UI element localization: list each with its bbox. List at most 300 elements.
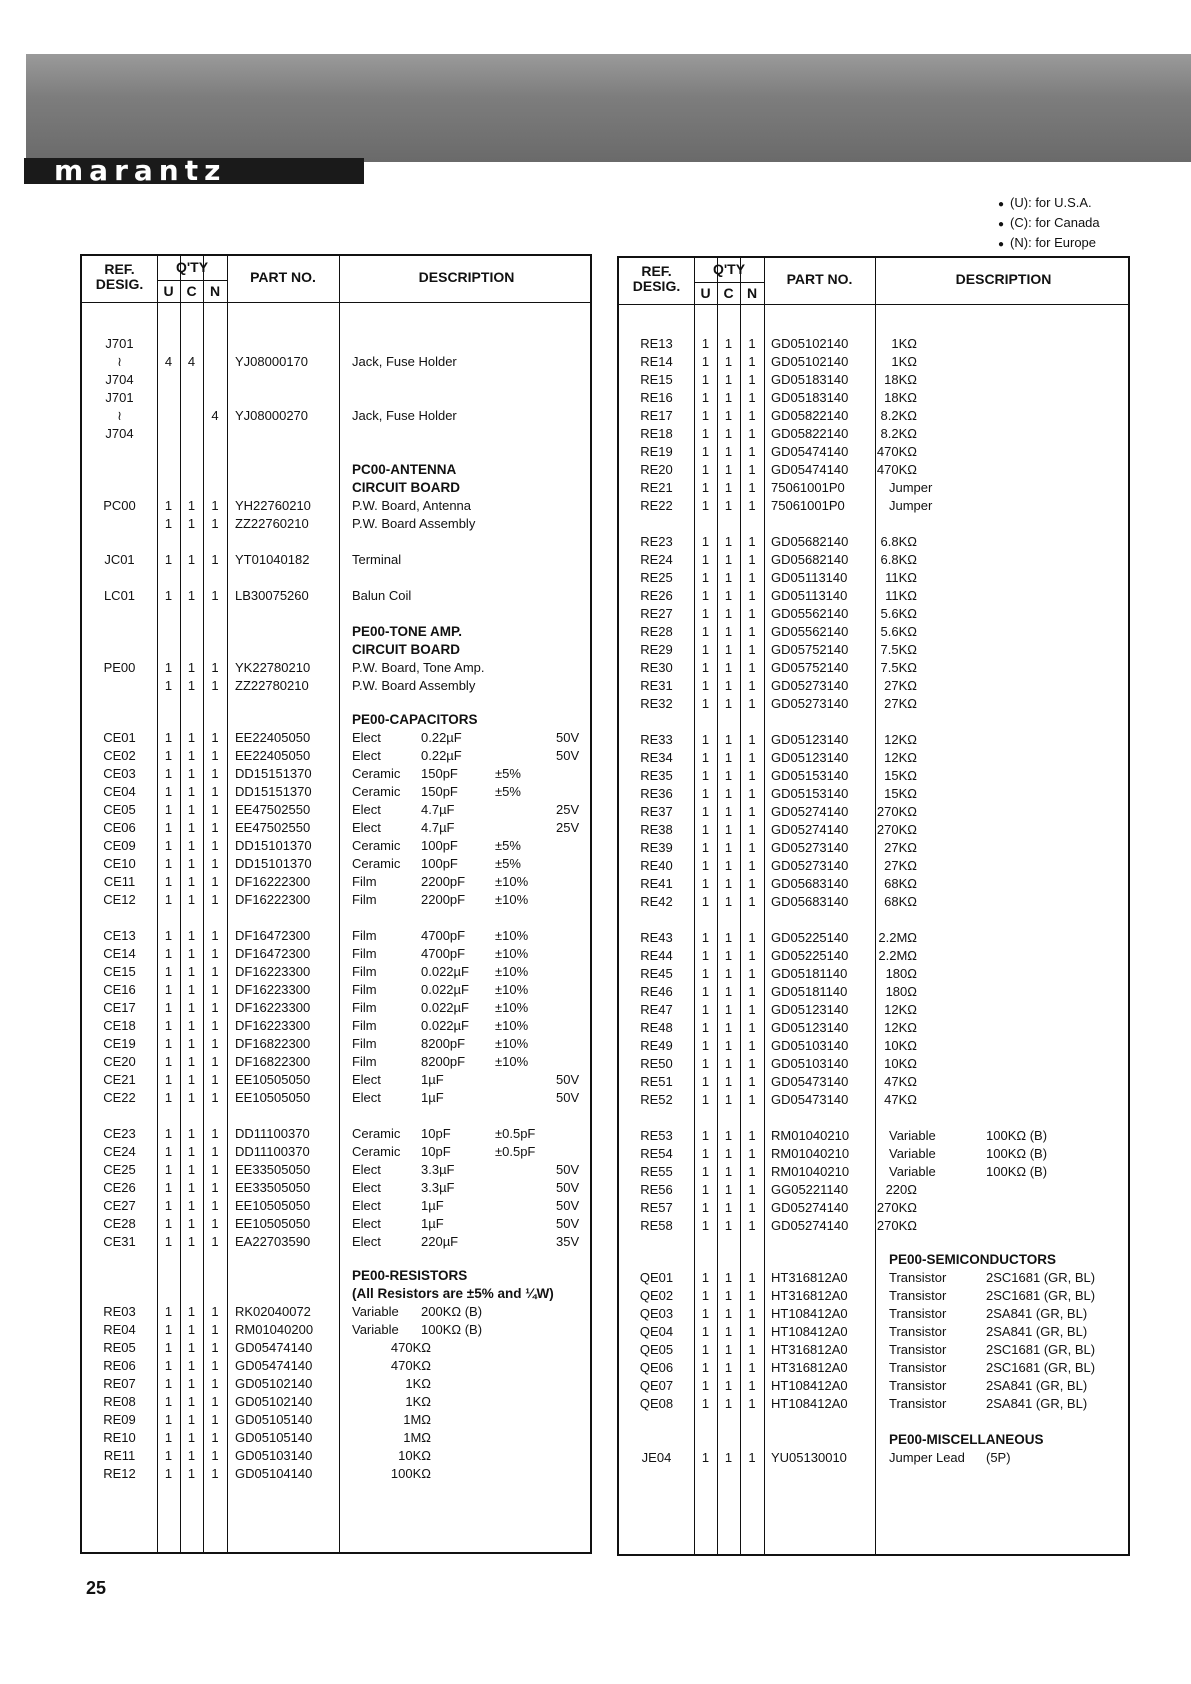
table-row <box>82 1179 590 1197</box>
ref-desig: QE08 <box>639 1396 674 1411</box>
qty-u: 1 <box>701 678 710 693</box>
resistance: 12KΩ <box>884 1002 917 1017</box>
table-row <box>619 569 1128 587</box>
ref-desig: CE09 <box>103 838 136 853</box>
qty-n: 1 <box>211 748 219 763</box>
qty-n: 1 <box>211 1090 219 1105</box>
value: 3.3µF <box>421 1180 455 1195</box>
qty-u: 1 <box>164 730 173 745</box>
qty-u: 1 <box>164 1322 173 1337</box>
qty-c: 1 <box>724 876 733 891</box>
qty-n: 1 <box>748 1182 756 1197</box>
qty-n: 1 <box>748 606 756 621</box>
resistance: 47KΩ <box>884 1074 917 1089</box>
description: P.W. Board Assembly <box>352 516 476 531</box>
qty-u: 1 <box>164 748 173 763</box>
qty-n: 1 <box>748 1074 756 1089</box>
table-row <box>82 963 590 981</box>
description: Transistor <box>889 1396 947 1411</box>
description: Elect <box>352 1090 381 1105</box>
ref-desig: QE07 <box>639 1378 674 1393</box>
qty-c: 1 <box>724 1288 733 1303</box>
qty-c: 1 <box>724 1002 733 1017</box>
part-number: GD05123140 <box>771 750 849 765</box>
ref-desig: RE43 <box>640 930 673 945</box>
qty-c: 1 <box>187 1394 196 1409</box>
ref-desig: RE39 <box>640 840 673 855</box>
ref-desig: RE29 <box>640 642 673 657</box>
qty-n: 1 <box>748 426 756 441</box>
qty-u: 1 <box>701 1396 710 1411</box>
resistance: 2.2MΩ <box>878 948 917 963</box>
table-row <box>82 353 590 371</box>
part-number: GD05274140 <box>771 822 849 837</box>
ref-desig: RE27 <box>640 606 673 621</box>
qty-u: 1 <box>701 354 710 369</box>
header-qty-n: N <box>209 283 221 299</box>
qty-u: 1 <box>164 982 173 997</box>
ref-desig: RE20 <box>640 462 673 477</box>
qty-n: 1 <box>748 984 756 999</box>
qty-c: 1 <box>187 784 196 799</box>
table-row <box>619 1341 1128 1359</box>
qty-c: 1 <box>724 678 733 693</box>
description: Elect <box>352 1180 381 1195</box>
description: Transistor <box>889 1324 947 1339</box>
ref-desig: CE24 <box>103 1144 136 1159</box>
ref-desig: QE02 <box>639 1288 674 1303</box>
qty-u: 1 <box>701 588 710 603</box>
ref-desig: CE19 <box>103 1036 136 1051</box>
tolerance: ±10% <box>495 1000 529 1015</box>
ref-desig: RE51 <box>640 1074 673 1089</box>
ref-desig: RE07 <box>103 1376 136 1391</box>
table-row <box>619 857 1128 875</box>
qty-c: 4 <box>187 354 196 369</box>
section-heading-row <box>82 461 590 479</box>
part-number: GD05103140 <box>235 1448 313 1463</box>
part-number: DF16222300 <box>235 892 311 907</box>
qty-n: 1 <box>211 498 219 513</box>
resistance: 470KΩ <box>390 1358 431 1373</box>
value: 1µF <box>421 1072 444 1087</box>
table-row <box>82 335 590 353</box>
part-number: GG05221140 <box>771 1182 849 1197</box>
resistance: 27KΩ <box>884 840 917 855</box>
part-number: GD05683140 <box>771 894 849 909</box>
qty-c: 1 <box>724 480 733 495</box>
qty-n: 1 <box>211 1322 219 1337</box>
part-number: EE10505050 <box>235 1072 311 1087</box>
qty-n: 1 <box>748 1164 756 1179</box>
ref-desig: RE57 <box>640 1200 673 1215</box>
table-row <box>619 1449 1128 1467</box>
table-row <box>82 819 590 837</box>
qty-c: 1 <box>187 1412 196 1427</box>
description: Film <box>352 1054 377 1069</box>
description: Ceramic <box>352 766 401 781</box>
qty-c: 1 <box>724 372 733 387</box>
table-row <box>82 1357 590 1375</box>
part-number: GD05273140 <box>771 858 849 873</box>
resistance: 470KΩ <box>876 462 917 477</box>
qty-c: 1 <box>724 1360 733 1375</box>
table-row <box>619 821 1128 839</box>
part-number: LB30075260 <box>235 588 309 603</box>
qty-c: 1 <box>187 678 196 693</box>
qty-c: 1 <box>187 1340 196 1355</box>
qty-n: 1 <box>748 408 756 423</box>
qty-u: 1 <box>701 1360 710 1375</box>
qty-n: 1 <box>748 1200 756 1215</box>
table-row <box>82 407 590 425</box>
qty-u: 1 <box>701 1450 710 1465</box>
qty-c: 1 <box>724 1092 733 1107</box>
qty-u: 1 <box>701 660 710 675</box>
tolerance: ±5% <box>495 838 521 853</box>
ref-desig: PC00 <box>103 498 136 513</box>
resistance: 470KΩ <box>876 444 917 459</box>
qty-n: 1 <box>211 588 219 603</box>
value: 2SA841 (GR, BL) <box>986 1396 1088 1411</box>
qty-c: 1 <box>724 786 733 801</box>
part-number: DF16223300 <box>235 1000 311 1015</box>
qty-c: 1 <box>724 822 733 837</box>
qty-u: 1 <box>701 480 710 495</box>
qty-n: 4 <box>211 408 219 423</box>
value: 4.7µF <box>421 802 455 817</box>
description: Elect <box>352 748 381 763</box>
header-part-no: PART NO. <box>786 271 853 287</box>
table-row <box>619 983 1128 1001</box>
qty-c: 1 <box>724 1020 733 1035</box>
qty-u: 1 <box>164 802 173 817</box>
table-row <box>82 1161 590 1179</box>
qty-c: 1 <box>187 1466 196 1481</box>
qty-n: 1 <box>748 1360 756 1375</box>
qty-n: 1 <box>211 928 219 943</box>
qty-c: 1 <box>187 748 196 763</box>
value: 0.022µF <box>421 1018 469 1033</box>
table-row <box>619 1163 1128 1181</box>
ref-desig: CE18 <box>103 1018 136 1033</box>
description: Elect <box>352 1234 381 1249</box>
table-row <box>82 855 590 873</box>
qty-n: 1 <box>748 948 756 963</box>
table-row <box>82 425 590 443</box>
table-row <box>619 389 1128 407</box>
value: 0.022µF <box>421 1000 469 1015</box>
qty-c: 1 <box>187 1358 196 1373</box>
resistance: 5.6KΩ <box>880 606 917 621</box>
ref-desig: QE04 <box>639 1324 674 1339</box>
qty-n: 1 <box>748 1450 756 1465</box>
qty-u: 1 <box>701 966 710 981</box>
qty-u: 1 <box>164 1072 173 1087</box>
qty-n: 1 <box>211 1144 219 1159</box>
qty-u: 1 <box>164 892 173 907</box>
qty-c: 1 <box>724 462 733 477</box>
qty-c: 1 <box>187 660 196 675</box>
ref-desig: CE25 <box>103 1162 136 1177</box>
table-row <box>619 803 1128 821</box>
qty-u: 1 <box>701 1200 710 1215</box>
value: 1µF <box>421 1216 444 1231</box>
table-row <box>619 1001 1128 1019</box>
part-number: HT316812A0 <box>771 1360 848 1375</box>
table-row <box>619 1037 1128 1055</box>
ref-desig: CE16 <box>103 982 136 997</box>
table-row <box>619 749 1128 767</box>
ref-desig: CE23 <box>103 1126 136 1141</box>
qty-n: 1 <box>211 874 219 889</box>
table-row <box>619 1091 1128 1109</box>
qty-n: 1 <box>748 1038 756 1053</box>
qty-n: 1 <box>748 1270 756 1285</box>
qty-u: 1 <box>701 462 710 477</box>
ref-desig: RE52 <box>640 1092 673 1107</box>
table-row <box>619 443 1128 461</box>
description: Elect <box>352 802 381 817</box>
ref-desig: CE03 <box>103 766 136 781</box>
qty-c: 1 <box>187 802 196 817</box>
qty-u: 1 <box>164 1466 173 1481</box>
resistance: 1KΩ <box>405 1376 431 1391</box>
qty-c: 1 <box>724 948 733 963</box>
part-number: GD05683140 <box>771 876 849 891</box>
qty-c: 1 <box>724 606 733 621</box>
table-row <box>82 1089 590 1107</box>
qty-n: 1 <box>748 858 756 873</box>
value: 1µF <box>421 1090 444 1105</box>
description: Film <box>352 946 377 961</box>
qty-c: 1 <box>724 1182 733 1197</box>
table-row <box>82 1035 590 1053</box>
header-qty: Q'TY <box>712 261 746 277</box>
description: Ceramic <box>352 856 401 871</box>
part-number: DD11100370 <box>235 1126 310 1141</box>
qty-c: 1 <box>724 498 733 513</box>
value: 150pF <box>421 766 458 781</box>
part-number: EE10505050 <box>235 1090 311 1105</box>
ref-desig: RE21 <box>640 480 673 495</box>
table-row <box>82 389 590 407</box>
table-row <box>82 497 590 515</box>
voltage: 25V <box>556 802 580 817</box>
ref-desig: RE16 <box>640 390 673 405</box>
qty-c: 1 <box>187 892 196 907</box>
qty-c: 1 <box>724 1200 733 1215</box>
ref-desig: RE25 <box>640 570 673 585</box>
tolerance: ±0.5pF <box>495 1144 536 1159</box>
part-number: GD05183140 <box>771 372 849 387</box>
description: Film <box>352 964 377 979</box>
table-row <box>82 659 590 677</box>
part-number: GD05181140 <box>771 984 848 999</box>
table-row <box>82 1375 590 1393</box>
qty-c: 1 <box>724 1164 733 1179</box>
ref-desig: RE35 <box>640 768 673 783</box>
part-number: GD05123140 <box>771 732 849 747</box>
qty-c: 1 <box>187 1216 196 1231</box>
section-heading-row <box>82 1267 590 1285</box>
ref-desig: RE05 <box>103 1340 136 1355</box>
resistance: 270KΩ <box>876 804 917 819</box>
value: 100pF <box>421 838 458 853</box>
qty-n: 1 <box>748 804 756 819</box>
ref-desig: JE04 <box>641 1450 672 1465</box>
resistance: 27KΩ <box>884 696 917 711</box>
qty-c: 1 <box>187 1376 196 1391</box>
value: 4.7µF <box>421 820 455 835</box>
qty-c: 1 <box>187 766 196 781</box>
ref-desig: CE01 <box>103 730 136 745</box>
qty-c: 1 <box>187 498 196 513</box>
description: Transistor <box>889 1270 947 1285</box>
qty-c: 1 <box>724 642 733 657</box>
qty-n: 1 <box>211 784 219 799</box>
qty-c: 1 <box>187 552 196 567</box>
qty-c: 1 <box>724 696 733 711</box>
qty-c: 1 <box>724 408 733 423</box>
qty-c: 1 <box>187 1448 196 1463</box>
qty-c: 1 <box>187 856 196 871</box>
table-row <box>82 1303 590 1321</box>
ref-desig: RE28 <box>640 624 673 639</box>
qty-n: 1 <box>211 820 219 835</box>
qty-c: 1 <box>724 966 733 981</box>
qty-n: 1 <box>211 1466 219 1481</box>
header-qty-n: N <box>746 285 758 301</box>
resistance: 1KΩ <box>891 336 917 351</box>
section-heading-row <box>619 1431 1128 1449</box>
table-row <box>82 873 590 891</box>
description: Variable <box>889 1164 936 1179</box>
table-row <box>619 1073 1128 1091</box>
ref-desig: J704 <box>105 426 134 441</box>
qty-n: 1 <box>748 1342 756 1357</box>
table-row <box>82 1125 590 1143</box>
qty-u: 1 <box>164 588 173 603</box>
header-qty-c: C <box>723 285 734 301</box>
tolerance: ±10% <box>495 892 529 907</box>
part-number: GD05181140 <box>771 966 848 981</box>
qty-c: 1 <box>724 732 733 747</box>
resistance: 270KΩ <box>876 822 917 837</box>
qty-c: 1 <box>724 1324 733 1339</box>
resistance: 1KΩ <box>405 1394 431 1409</box>
description: P.W. Board Assembly <box>352 678 476 693</box>
qty-c: 1 <box>187 928 196 943</box>
table-row <box>82 837 590 855</box>
part-number: GD05274140 <box>771 1200 849 1215</box>
table-row <box>82 1447 590 1465</box>
table-row <box>82 999 590 1017</box>
qty-c: 1 <box>187 1322 196 1337</box>
description: Variable <box>889 1128 936 1143</box>
qty-n: 1 <box>211 1126 219 1141</box>
qty-n: 1 <box>748 588 756 603</box>
qty-n: 1 <box>211 1072 219 1087</box>
qty-c: 1 <box>724 570 733 585</box>
qty-n: 1 <box>748 498 756 513</box>
ref-desig: JC01 <box>104 552 135 567</box>
qty-c: 1 <box>724 930 733 945</box>
qty-n: 1 <box>748 1092 756 1107</box>
qty-n: 1 <box>748 894 756 909</box>
description: Film <box>352 928 377 943</box>
part-number: RM01040210 <box>771 1128 850 1143</box>
qty-u: 1 <box>164 1234 173 1249</box>
qty-u: 1 <box>701 750 710 765</box>
description: Transistor <box>889 1342 947 1357</box>
qty-u: 1 <box>701 336 710 351</box>
part-number: GD05274140 <box>771 1218 849 1233</box>
ref-desig: RE17 <box>640 408 673 423</box>
table-row <box>619 1359 1128 1377</box>
ref-desig: CE28 <box>103 1216 136 1231</box>
ref-desig: RE55 <box>640 1164 673 1179</box>
part-number: DD11100370 <box>235 1144 310 1159</box>
qty-u: 1 <box>701 552 710 567</box>
qty-u: 1 <box>701 858 710 873</box>
qty-u: 1 <box>164 784 173 799</box>
qty-c: 1 <box>724 894 733 909</box>
part-number: GD05102140 <box>771 336 849 351</box>
qty-c: 1 <box>724 984 733 999</box>
description: Elect <box>352 730 381 745</box>
part-number: 75061001P0 <box>771 498 845 513</box>
qty-u: 1 <box>701 1306 710 1321</box>
description: Ceramic <box>352 1144 401 1159</box>
qty-u: 1 <box>701 804 710 819</box>
part-number: GD05822140 <box>771 426 849 441</box>
resistance: 10KΩ <box>884 1038 917 1053</box>
qty-u: 1 <box>701 696 710 711</box>
part-number: DD15101370 <box>235 856 312 871</box>
table-row <box>82 1017 590 1035</box>
qty-u: 1 <box>701 1342 710 1357</box>
value: 100pF <box>421 856 458 871</box>
table-row <box>619 1217 1128 1235</box>
qty-n: 1 <box>748 1002 756 1017</box>
part-number: GD05183140 <box>771 390 849 405</box>
section-title: PE00-CAPACITORS <box>352 712 478 727</box>
section-title: CIRCUIT BOARD <box>352 480 460 495</box>
qty-u: 1 <box>701 534 710 549</box>
part-number: GD05822140 <box>771 408 849 423</box>
qty-c: 1 <box>187 516 196 531</box>
qty-n: 1 <box>748 642 756 657</box>
qty-u: 1 <box>164 516 173 531</box>
part-number: GD05102140 <box>771 354 849 369</box>
tolerance: ±10% <box>495 874 529 889</box>
value: 2SA841 (GR, BL) <box>986 1324 1088 1339</box>
header-qty-c: C <box>186 283 197 299</box>
description: Elect <box>352 1198 381 1213</box>
part-number: GD05473140 <box>771 1092 849 1107</box>
qty-u: 1 <box>164 1054 173 1069</box>
table-row <box>82 1393 590 1411</box>
qty-n: 1 <box>211 1054 219 1069</box>
qty-u: 1 <box>701 408 710 423</box>
part-number: HT108412A0 <box>771 1324 848 1339</box>
ref-desig: PE00 <box>103 660 136 675</box>
table-row <box>619 641 1128 659</box>
qty-n: 1 <box>211 1036 219 1051</box>
ref-desig: CE31 <box>103 1234 136 1249</box>
qty-c: 1 <box>187 588 196 603</box>
